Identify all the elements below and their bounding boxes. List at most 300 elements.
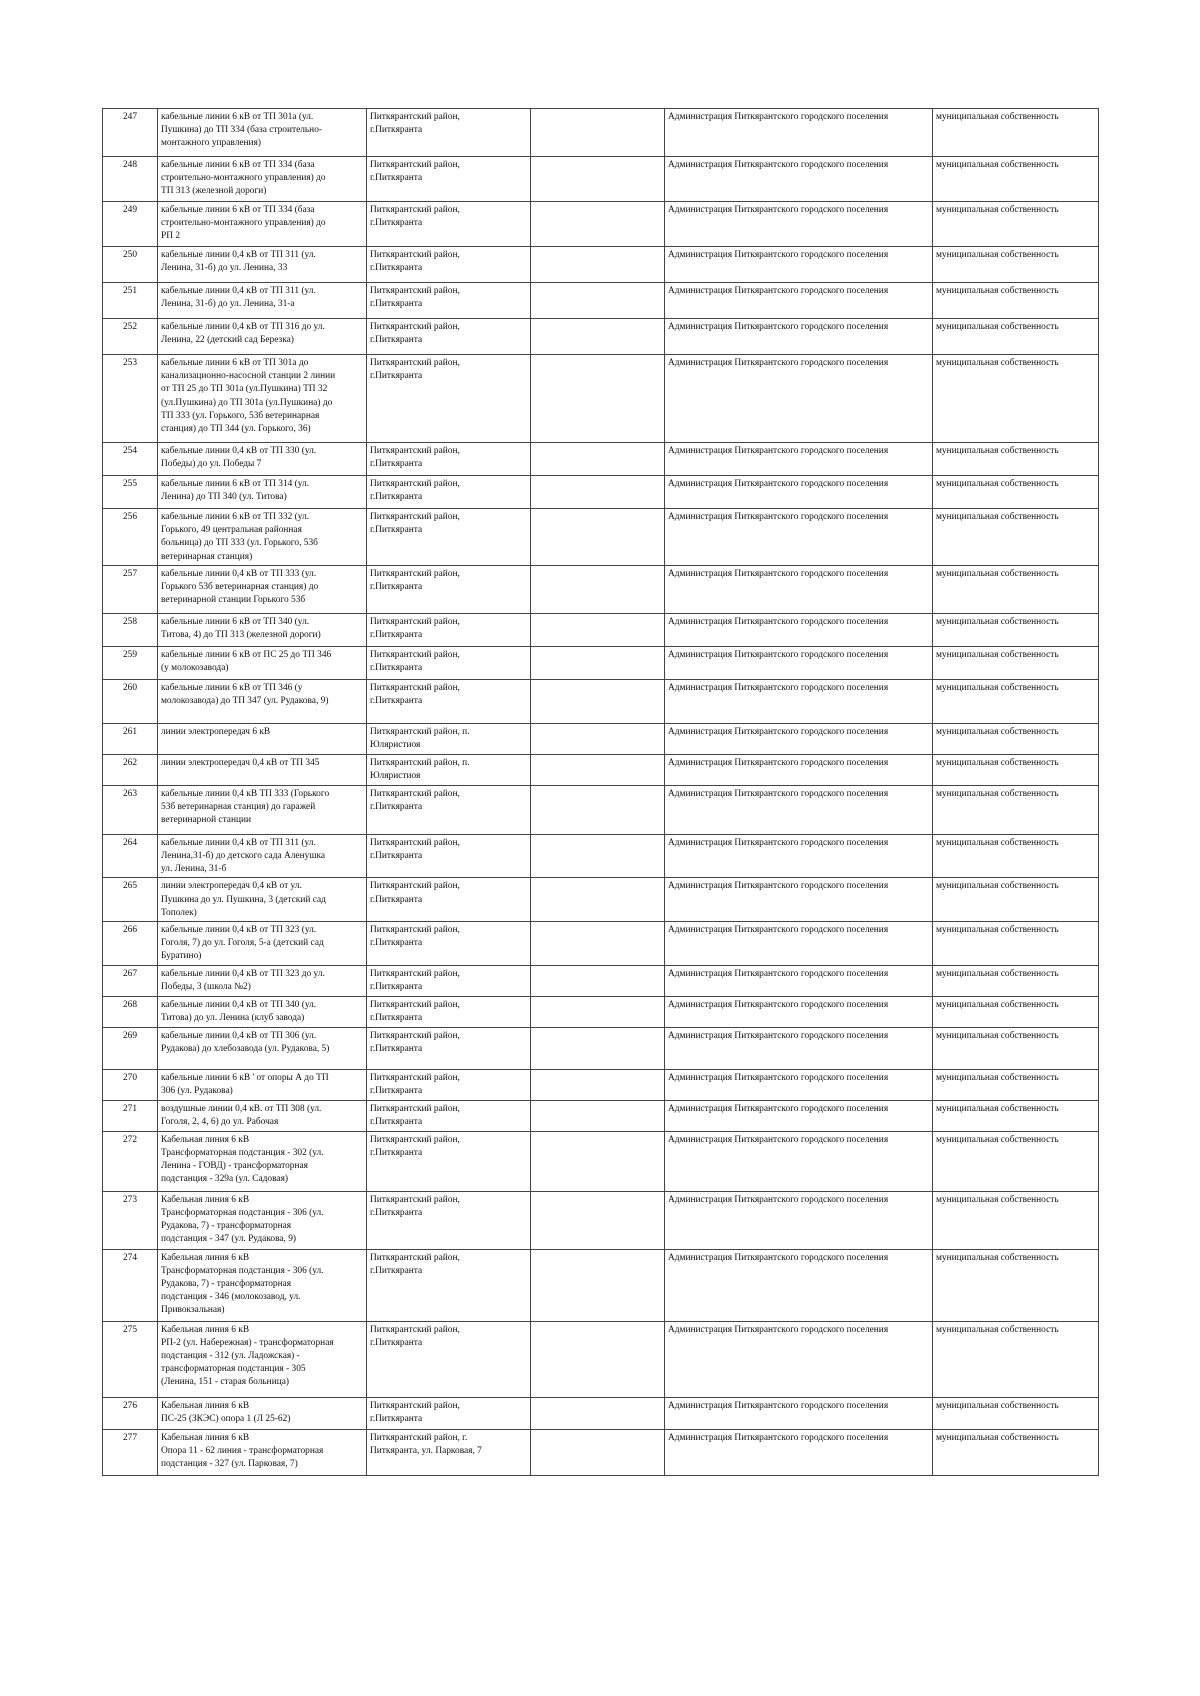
description-line: ветеринарной станции — [161, 815, 252, 826]
description-line: подстанция - 329а (ул. Садовая) — [161, 1174, 289, 1185]
ownership-type: муниципальная собственность — [933, 355, 1099, 443]
object-location — [367, 109, 531, 157]
description-line: Кабельная линия 6 кВ — [161, 1432, 250, 1443]
empty-column-cell — [531, 996, 665, 1027]
description-line: Титова) до ул. Ленина (клуб завода) — [161, 1012, 305, 1023]
object-location — [367, 476, 531, 509]
owner-name: Администрация Питкярантского городского поселения — [665, 283, 933, 319]
ownership-type: муниципальная собственность — [933, 754, 1099, 785]
ownership-type: муниципальная собственность — [933, 965, 1099, 996]
ownership-type: муниципальная собственность — [933, 1027, 1099, 1069]
empty-column-cell — [531, 319, 665, 355]
row-number: 250 — [103, 247, 158, 283]
location-line: Питкярантский район, — [370, 616, 460, 627]
location-line: Питкярантский район, — [370, 649, 460, 660]
table-row — [103, 202, 1099, 247]
description-line: Трансформаторная подстанция - 302 (ул. — [161, 1147, 324, 1158]
description-line: 306 (ул. Рудакова) — [161, 1085, 233, 1096]
description-line: кабельные линии 0,4 кВ от ТП 323 (ул. — [161, 925, 317, 936]
location-line: Питкярантский район, п. — [370, 726, 470, 737]
description-line: ветеринарной станции Горького 53б — [161, 595, 306, 606]
location-line: г.Питкяранта — [370, 1012, 423, 1023]
ownership-type: муниципальная собственность — [933, 1191, 1099, 1249]
description-line: кабельные линии 6 кВ от ТП 332 (ул. — [161, 512, 310, 522]
object-description — [158, 319, 367, 355]
object-description — [158, 355, 367, 443]
description-line: Пушкина) до ТП 334 (база строительно- — [161, 125, 323, 136]
object-description — [158, 922, 367, 966]
description-line: кабельные линии 6 кВ от ТП 301а (ул. — [161, 112, 314, 122]
table-row — [103, 355, 1099, 443]
description-line: Ленина, 31-б) до ул. Ленина, 33 — [161, 263, 288, 274]
ownership-type: муниципальная собственность — [933, 247, 1099, 283]
table-row — [103, 476, 1099, 509]
table-row — [103, 319, 1099, 355]
description-line: Трансформаторная подстанция - 306 (ул. — [161, 1207, 324, 1218]
object-description — [158, 1429, 367, 1475]
location-line: г.Питкяранта — [370, 218, 423, 229]
location-line: Питкярантский район, — [370, 682, 460, 693]
location-line: Питкярантский район, — [370, 1134, 460, 1145]
location-line: Питкярантский район, — [370, 568, 460, 579]
object-description — [158, 283, 367, 319]
location-line: г.Питкяранта — [370, 802, 423, 813]
row-number: 272 — [103, 1131, 158, 1191]
object-description — [158, 1397, 367, 1429]
object-location — [367, 1429, 531, 1475]
location-line: Питкярантский район, — [370, 881, 460, 892]
object-location — [367, 1321, 531, 1397]
object-location — [367, 754, 531, 785]
empty-column-cell — [531, 476, 665, 509]
row-number: 276 — [103, 1397, 158, 1429]
ownership-type: муниципальная собственность — [933, 1397, 1099, 1429]
table-row — [103, 613, 1099, 646]
owner-name: Администрация Питкярантского городского поселения — [665, 1429, 933, 1475]
object-location — [367, 922, 531, 966]
description-line: ветеринарная станция) — [161, 551, 253, 562]
description-line: Ленина,31-б) до детского сада Аленушка — [161, 851, 326, 862]
owner-name: Администрация Питкярантского городского поселения — [665, 834, 933, 878]
location-line: г.Питкяранта — [370, 299, 423, 310]
location-line: Питкярантский район, — [370, 925, 460, 936]
object-location — [367, 878, 531, 922]
location-line: г.Питкяранта — [370, 938, 423, 949]
object-location — [367, 283, 531, 319]
description-line: (у молокозавода) — [161, 663, 229, 674]
description-line: Буратино) — [161, 951, 202, 962]
description-line: от ТП 25 до ТП 301а (ул.Пушкина) ТП 32 — [161, 384, 328, 395]
empty-column-cell — [531, 247, 665, 283]
row-number: 263 — [103, 785, 158, 834]
row-number: 249 — [103, 202, 158, 247]
description-line: Трансформаторная подстанция - 306 (ул. — [161, 1265, 324, 1276]
description-line: монтажного управления) — [161, 138, 261, 149]
owner-name: Администрация Питкярантского городского поселения — [665, 355, 933, 443]
description-line: кабельные линии 6 кВ от ТП 346 (у — [161, 682, 303, 693]
description-line: Гоголя, 7) до ул. Гоголя, 5-а (детский сад — [161, 938, 324, 949]
object-location — [367, 834, 531, 878]
table-row — [103, 834, 1099, 878]
location-line: Питкярантский район, — [370, 999, 460, 1010]
object-description — [158, 1131, 367, 1191]
description-line: кабельные линии 0,4 кВ от ТП 311 (ул. — [161, 286, 316, 296]
description-line: Ленина, 22 (детский сад Березка) — [161, 335, 294, 346]
row-number: 277 — [103, 1429, 158, 1475]
location-line: Питкярантский район, г. — [370, 1432, 468, 1443]
description-line: Пушкина до ул. Пушкина, 3 (детский сад — [161, 894, 326, 905]
empty-column-cell — [531, 646, 665, 679]
object-description — [158, 157, 367, 202]
description-line: 53б ветеринарная станция) до гаражей — [161, 802, 316, 813]
location-line: Питкярантский район, — [370, 479, 460, 489]
description-line: Кабельная линия 6 кВ — [161, 1134, 250, 1145]
description-line: подстанция - 346 (молокозавод, ул. — [161, 1292, 301, 1303]
table-row — [103, 785, 1099, 834]
object-description — [158, 785, 367, 834]
description-line: Титова, 4) до ТП 313 (железной дороги) — [161, 630, 321, 641]
location-line: Питкярантский район, — [370, 1194, 460, 1205]
description-line: ул. Ленина, 31-б — [161, 864, 227, 875]
ownership-type: муниципальная собственность — [933, 613, 1099, 646]
location-line: Питкярантский район, — [370, 1400, 460, 1411]
empty-column-cell — [531, 565, 665, 613]
object-location — [367, 443, 531, 476]
object-location — [367, 202, 531, 247]
location-line: г.Питкяранта — [370, 1085, 423, 1096]
empty-column-cell — [531, 878, 665, 922]
description-line: кабельные линии 6 кВ от ТП 334 (база — [161, 160, 315, 170]
empty-column-cell — [531, 283, 665, 319]
location-line: Питкярантский район, п. — [370, 757, 470, 768]
object-description — [158, 613, 367, 646]
description-line: кабельные линии 0,4 кВ от ТП 306 (ул. — [161, 1030, 317, 1041]
object-description — [158, 679, 367, 723]
description-line: кабельные линии 0,4 кВ от ТП 323 до ул. — [161, 968, 325, 979]
empty-column-cell — [531, 355, 665, 443]
description-line: кабельные линии 6 кВ от ТП 340 (ул. — [161, 616, 310, 627]
description-line: кабельные линии 6 кВ от ТП 334 (база — [161, 205, 315, 215]
empty-column-cell — [531, 1429, 665, 1475]
object-description — [158, 109, 367, 157]
empty-column-cell — [531, 965, 665, 996]
location-line: Питкярантский район, — [370, 1324, 460, 1335]
location-line: Юляристиоя — [370, 740, 421, 751]
description-line: кабельные линии 0,4 кВ ТП 333 (Горького — [161, 788, 330, 799]
owner-name: Администрация Питкярантского городского поселения — [665, 965, 933, 996]
object-description — [158, 247, 367, 283]
row-number: 253 — [103, 355, 158, 443]
object-location — [367, 319, 531, 355]
object-description — [158, 754, 367, 785]
row-number: 271 — [103, 1100, 158, 1131]
empty-column-cell — [531, 1131, 665, 1191]
row-number: 258 — [103, 613, 158, 646]
description-line: Кабельная линия 6 кВ — [161, 1400, 250, 1411]
description-line: строительно-монтажного управления) до — [161, 173, 326, 184]
object-description — [158, 834, 367, 878]
location-line: г.Питкяранта — [370, 851, 423, 862]
location-line: Юляристиоя — [370, 771, 421, 782]
empty-column-cell — [531, 679, 665, 723]
description-line: больница) до ТП 333 (ул. Горького, 53б — [161, 538, 318, 549]
location-line: Питкярантский район, — [370, 286, 460, 296]
owner-name: Администрация Питкярантского городского поселения — [665, 922, 933, 966]
object-description — [158, 878, 367, 922]
object-description — [158, 1321, 367, 1397]
table-row — [103, 443, 1099, 476]
ownership-type: муниципальная собственность — [933, 996, 1099, 1027]
owner-name: Администрация Питкярантского городского поселения — [665, 1027, 933, 1069]
location-line: Питкярантский район, — [370, 837, 460, 848]
table-row — [103, 1069, 1099, 1100]
ownership-type: муниципальная собственность — [933, 476, 1099, 509]
location-line: г.Питкяранта — [370, 492, 423, 503]
ownership-type: муниципальная собственность — [933, 679, 1099, 723]
property-registry-table — [102, 108, 1099, 1476]
location-line: Питкярантский район, — [370, 322, 460, 332]
object-description — [158, 509, 367, 566]
table-row — [103, 1191, 1099, 1249]
empty-column-cell — [531, 1100, 665, 1131]
empty-column-cell — [531, 613, 665, 646]
table-row — [103, 1397, 1099, 1429]
row-number: 255 — [103, 476, 158, 509]
owner-name: Администрация Питкярантского городского поселения — [665, 109, 933, 157]
table-row — [103, 509, 1099, 566]
owner-name: Администрация Питкярантского городского поселения — [665, 247, 933, 283]
location-line: г.Питкяранта — [370, 1043, 423, 1054]
location-line: г.Питкяранта — [370, 663, 423, 674]
owner-name: Администрация Питкярантского городского поселения — [665, 1321, 933, 1397]
description-line: Кабельная линия 6 кВ — [161, 1324, 250, 1335]
description-line: подстанция - 312 (ул. Ладожская) - — [161, 1351, 300, 1362]
owner-name: Администрация Питкярантского городского поселения — [665, 996, 933, 1027]
empty-column-cell — [531, 1191, 665, 1249]
table-row — [103, 679, 1099, 723]
row-number: 261 — [103, 723, 158, 754]
row-number: 257 — [103, 565, 158, 613]
description-line: Тополек) — [161, 907, 197, 918]
description-line: станция) до ТП 344 (ул. Горького, 36) — [161, 424, 311, 435]
owner-name: Администрация Питкярантского городского поселения — [665, 476, 933, 509]
row-number: 275 — [103, 1321, 158, 1397]
table-row — [103, 996, 1099, 1027]
empty-column-cell — [531, 785, 665, 834]
empty-column-cell — [531, 1321, 665, 1397]
owner-name: Администрация Питкярантского городского поселения — [665, 157, 933, 202]
description-line: строительно-монтажного управления) до — [161, 218, 326, 229]
row-number: 251 — [103, 283, 158, 319]
location-line: г.Питкяранта — [370, 981, 423, 992]
location-line: г.Питкяранта — [370, 1207, 423, 1218]
empty-column-cell — [531, 754, 665, 785]
object-location — [367, 1249, 531, 1321]
object-location — [367, 1027, 531, 1069]
ownership-type: муниципальная собственность — [933, 157, 1099, 202]
description-line: кабельные линии 6 кВ от ТП 301а до — [161, 358, 309, 368]
description-line: кабельные линии 0,4 кВ от ТП 330 (ул. — [161, 446, 317, 456]
table-row — [103, 283, 1099, 319]
ownership-type: муниципальная собственность — [933, 1321, 1099, 1397]
object-description — [158, 565, 367, 613]
description-line: кабельные линии 0,4 кВ от ТП 311 (ул. — [161, 837, 316, 848]
object-location — [367, 1191, 531, 1249]
description-line: Кабельная линия 6 кВ — [161, 1252, 250, 1263]
location-line: г.Питкяранта — [370, 582, 423, 593]
table-row — [103, 157, 1099, 202]
row-number: 259 — [103, 646, 158, 679]
location-line: г.Питкяранта — [370, 525, 423, 536]
description-line: линии электропередач 0,4 кВ от ул. — [161, 881, 302, 892]
row-number: 256 — [103, 509, 158, 566]
object-description — [158, 1100, 367, 1131]
object-description — [158, 965, 367, 996]
owner-name: Администрация Питкярантского городского поселения — [665, 613, 933, 646]
owner-name: Администрация Питкярантского городского поселения — [665, 319, 933, 355]
description-line: Рудакова, 7) - трансформаторная — [161, 1279, 292, 1290]
ownership-type: муниципальная собственность — [933, 565, 1099, 613]
description-line: Горького, 49 центральная районная — [161, 525, 302, 536]
location-line: Питкярантский район, — [370, 788, 460, 799]
owner-name: Администрация Питкярантского городского поселения — [665, 1069, 933, 1100]
row-number: 265 — [103, 878, 158, 922]
row-number: 270 — [103, 1069, 158, 1100]
owner-name: Администрация Питкярантского городского поселения — [665, 754, 933, 785]
ownership-type: муниципальная собственность — [933, 1249, 1099, 1321]
row-number: 267 — [103, 965, 158, 996]
empty-column-cell — [531, 509, 665, 566]
owner-name: Администрация Питкярантского городского поселения — [665, 1249, 933, 1321]
empty-column-cell — [531, 157, 665, 202]
object-location — [367, 965, 531, 996]
location-line: Питкяранта, ул. Парковая, 7 — [370, 1445, 482, 1456]
description-line: линии электропередач 0,4 кВ от ТП 345 — [161, 757, 320, 768]
description-line: Победы, 3 (школа №2) — [161, 981, 251, 992]
table-row — [103, 1131, 1099, 1191]
location-line: г.Питкяранта — [370, 1265, 423, 1276]
object-description — [158, 1249, 367, 1321]
object-description — [158, 1027, 367, 1069]
description-line: (ул.Пушкина) до ТП 301а (ул.Пушкина) до — [161, 397, 333, 408]
empty-column-cell — [531, 443, 665, 476]
object-location — [367, 247, 531, 283]
row-number: 273 — [103, 1191, 158, 1249]
object-location — [367, 646, 531, 679]
description-line: Гоголя, 2, 4, 6) до ул. Рабочая — [161, 1116, 279, 1127]
description-line: ПС-25 (ЗКЭС) опора 1 (Л 25-62) — [161, 1413, 291, 1424]
description-line: канализационно-насосной станции 2 линии — [161, 371, 336, 382]
location-line: г.Питкяранта — [370, 459, 423, 470]
table-row — [103, 965, 1099, 996]
empty-column-cell — [531, 723, 665, 754]
ownership-type: муниципальная собственность — [933, 202, 1099, 247]
owner-name: Администрация Питкярантского городского поселения — [665, 878, 933, 922]
ownership-type: муниципальная собственность — [933, 319, 1099, 355]
owner-name: Администрация Питкярантского городского поселения — [665, 679, 933, 723]
registry-body — [103, 109, 1099, 1476]
location-line: г.Питкяранта — [370, 630, 423, 641]
location-line: Питкярантский район, — [370, 446, 460, 456]
owner-name: Администрация Питкярантского городского поселения — [665, 443, 933, 476]
description-line: Ленина - ГОВД) - трансформаторная — [161, 1161, 308, 1172]
description-line: РП-2 (ул. Набережная) - трансформаторная — [161, 1337, 334, 1348]
empty-column-cell — [531, 1397, 665, 1429]
object-location — [367, 1397, 531, 1429]
table-row — [103, 565, 1099, 613]
table-row — [103, 754, 1099, 785]
row-number: 247 — [103, 109, 158, 157]
description-line: молокозавода) до ТП 347 (ул. Рудакова, 9) — [161, 696, 329, 707]
row-number: 266 — [103, 922, 158, 966]
empty-column-cell — [531, 202, 665, 247]
object-description — [158, 1191, 367, 1249]
table-row — [103, 1429, 1099, 1475]
description-line: (Ленина, 151 - старая больница) — [161, 1377, 290, 1388]
row-number: 274 — [103, 1249, 158, 1321]
location-line: Питкярантский район, — [370, 205, 460, 215]
table-row — [103, 247, 1099, 283]
description-line: Горького 53б ветеринарная станция) до — [161, 582, 319, 593]
object-location — [367, 1069, 531, 1100]
description-line: кабельные линии 6 кВ от ПС 25 до ТП 346 — [161, 649, 332, 660]
location-line: Питкярантский район, — [370, 1072, 460, 1083]
ownership-type: муниципальная собственность — [933, 785, 1099, 834]
table-row — [103, 1100, 1099, 1131]
table-row — [103, 1321, 1099, 1397]
description-line: ТП 313 (железной дороги) — [161, 186, 267, 197]
location-line: г.Питкяранта — [370, 125, 423, 136]
object-location — [367, 509, 531, 566]
table-row — [103, 1249, 1099, 1321]
location-line: г.Питкяранта — [370, 263, 423, 274]
object-location — [367, 679, 531, 723]
description-line: Привокзальная) — [161, 1305, 225, 1316]
description-line: Ленина) до ТП 340 (ул. Титова) — [161, 492, 287, 503]
object-location — [367, 355, 531, 443]
ownership-type: муниципальная собственность — [933, 1100, 1099, 1131]
ownership-type: муниципальная собственность — [933, 109, 1099, 157]
description-line: подстанция - 327 (ул. Парковая, 7) — [161, 1459, 298, 1470]
owner-name: Администрация Питкярантского городского поселения — [665, 1100, 933, 1131]
location-line: Питкярантский район, — [370, 1103, 460, 1114]
location-line: г.Питкяранта — [370, 335, 423, 346]
owner-name: Администрация Питкярантского городского поселения — [665, 785, 933, 834]
location-line: Питкярантский район, — [370, 1252, 460, 1263]
object-description — [158, 202, 367, 247]
location-line: г.Питкяранта — [370, 1147, 423, 1158]
description-line: кабельные линии 0,4 кВ от ТП 311 (ул. — [161, 250, 316, 260]
owner-name: Администрация Питкярантского городского поселения — [665, 723, 933, 754]
row-number: 248 — [103, 157, 158, 202]
ownership-type: муниципальная собственность — [933, 443, 1099, 476]
table-row — [103, 646, 1099, 679]
location-line: г.Питкяранта — [370, 1337, 423, 1348]
location-line: г.Питкяранта — [370, 696, 423, 707]
owner-name: Администрация Питкярантского городского поселения — [665, 1191, 933, 1249]
description-line: кабельные линии 0,4 кВ от ТП 340 (ул. — [161, 999, 317, 1010]
owner-name: Администрация Питкярантского городского поселения — [665, 202, 933, 247]
object-location — [367, 723, 531, 754]
ownership-type: муниципальная собственность — [933, 646, 1099, 679]
empty-column-cell — [531, 1027, 665, 1069]
description-line: воздушные линии 0,4 кВ. от ТП 308 (ул. — [161, 1103, 322, 1114]
row-number: 269 — [103, 1027, 158, 1069]
location-line: Питкярантский район, — [370, 512, 460, 522]
row-number: 262 — [103, 754, 158, 785]
table-row — [103, 723, 1099, 754]
table-row — [103, 1027, 1099, 1069]
